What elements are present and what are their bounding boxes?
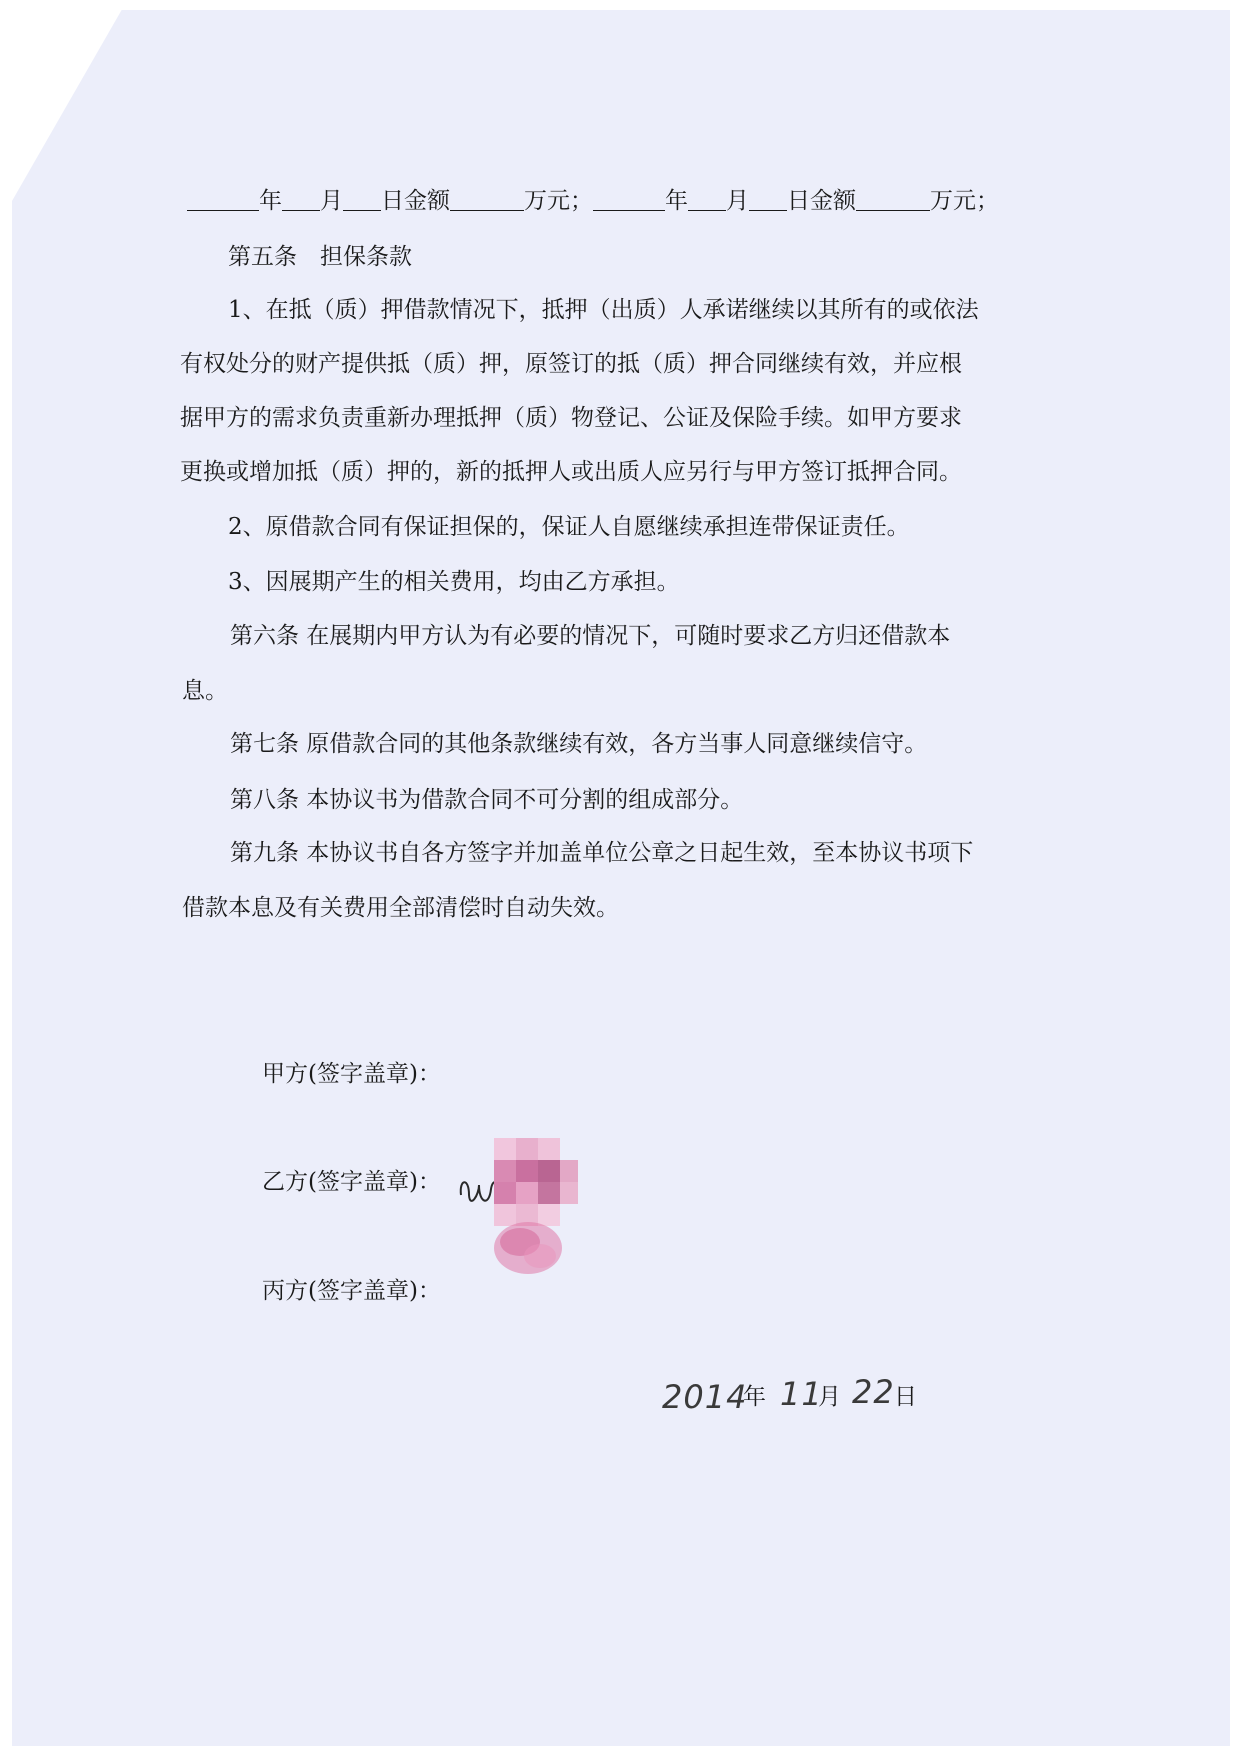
blank-amount-1 bbox=[450, 188, 524, 211]
blank-amount-2 bbox=[856, 188, 930, 211]
blank-year-2 bbox=[593, 188, 665, 211]
month-label-2: 月 bbox=[726, 188, 749, 214]
unit-label-2: 万元； bbox=[930, 188, 999, 214]
company-seal-blurred bbox=[490, 1138, 582, 1278]
article8: 第八条 本协议书为借款合同不可分割的组成部分。 bbox=[230, 787, 744, 813]
signed-day: 22 bbox=[852, 1373, 895, 1411]
blank-day-1 bbox=[343, 188, 381, 211]
blank-year-1 bbox=[187, 188, 259, 211]
article5-title: 第五条 担保条款 bbox=[228, 244, 412, 270]
day-amount-label-2: 日金额 bbox=[787, 188, 856, 214]
article5-p1-line3: 据甲方的需求负责重新办理抵押（质）物登记、公证及保险手续。如甲方要求 bbox=[180, 405, 962, 431]
party-c-signature-label: 丙方(签字盖章)： bbox=[262, 1278, 441, 1304]
signed-year-label: 年 bbox=[743, 1384, 766, 1410]
article5-p3: 3、因展期产生的相关费用，均由乙方承担。 bbox=[228, 569, 680, 595]
blank-day-2 bbox=[749, 188, 787, 211]
article7: 第七条 原借款合同的其他条款继续有效，各方当事人同意继续信守。 bbox=[230, 731, 928, 757]
blank-month-2 bbox=[688, 188, 726, 211]
year-label-1: 年 bbox=[259, 188, 282, 214]
signed-month-label: 月 bbox=[818, 1384, 841, 1410]
article9-line1: 第九条 本协议书自各方签字并加盖单位公章之日起生效，至本协议书项下 bbox=[230, 840, 974, 866]
article6-line2: 息。 bbox=[182, 678, 228, 704]
blank-month-1 bbox=[282, 188, 320, 211]
signed-year: 2014 bbox=[662, 1378, 748, 1416]
month-label-1: 月 bbox=[320, 188, 343, 214]
article9-line2: 借款本息及有关费用全部清偿时自动失效。 bbox=[182, 895, 619, 921]
day-amount-label-1: 日金额 bbox=[381, 188, 450, 214]
article5-p1-line2: 有权处分的财产提供抵（质）押，原签订的抵（质）押合同继续有效，并应根 bbox=[180, 351, 962, 377]
party-a-signature-label: 甲方(签字盖章)： bbox=[262, 1061, 441, 1087]
date-amount-row bbox=[187, 182, 999, 215]
article5-p1-line1: 1、在抵（质）押借款情况下，抵押（出质）人承诺继续以其所有的或依法 bbox=[228, 297, 979, 323]
signed-day-label: 日 bbox=[894, 1384, 917, 1410]
article6-line1: 第六条 在展期内甲方认为有必要的情况下，可随时要求乙方归还借款本 bbox=[230, 623, 951, 649]
article5-p2: 2、原借款合同有保证担保的，保证人自愿继续承担连带保证责任。 bbox=[228, 514, 910, 540]
article5-p1-line4: 更换或增加抵（质）押的，新的抵押人或出质人应另行与甲方签订抵押合同。 bbox=[180, 459, 962, 485]
year-label-2: 年 bbox=[665, 188, 688, 214]
unit-label-1: 万元； bbox=[524, 188, 593, 214]
party-b-signature-label: 乙方(签字盖章)： bbox=[262, 1169, 441, 1195]
signed-month: 11 bbox=[780, 1375, 823, 1413]
document-page bbox=[12, 10, 1230, 1746]
